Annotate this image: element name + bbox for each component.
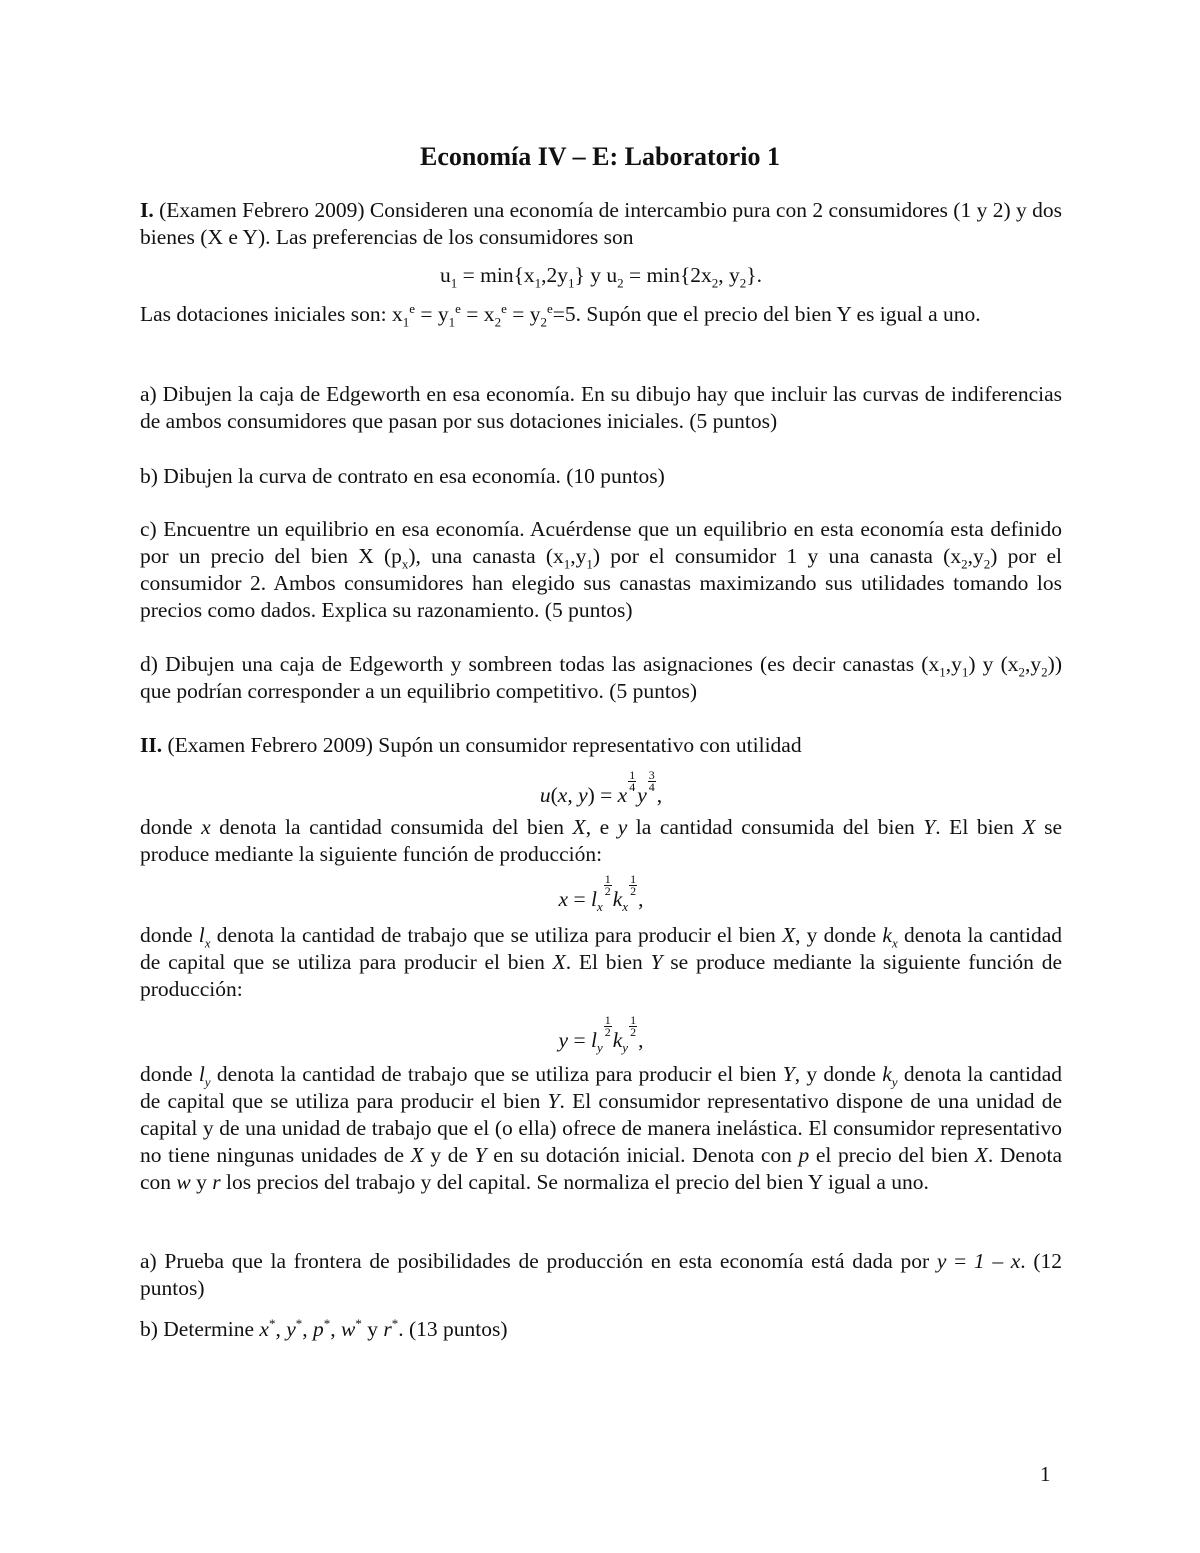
q1-part-b xyxy=(140,463,1062,490)
q2-production-x-formula: $x = l_x$ $\frac{1}{2}$ $k_x$ $\frac{1}{2}$ , xyxy=(558,872,644,915)
q2-number: II. xyxy=(140,733,163,757)
q1-part-c: c) Encuentre un equilibrio en esa economía. Acuérdense que un equilibrio en esta economía esta definido por un precio del bien X $(p_x)$, una canasta $(x_1,y_1)$ por el consumidor 1 y una canasta $(x_2,y_2)$ por el consumidor 2. Ambos consumidores han elegido sus canastas maximizando sus utilidades tomando los precios como dados. Explica su razonamiento. (5 puntos) xyxy=(140,517,1062,622)
q2-paragraph-utility: donde x denota la cantidad consumida del bien X, e y la cantidad consumida del bien Y. El bien X se produce mediante la siguiente función de producción: xyxy=(140,815,1063,866)
q2-part-a: a) Prueba que la frontera de posibilidades de producción en esta economía está dada por y = 1 – x. (12 puntos) xyxy=(140,1249,1063,1300)
q2-utility-formula: u(x, y) = x $\frac{1}{4}$ y $\frac{3}{4}$ , xyxy=(539,768,663,807)
q1-part-d: d) Dibujen una caja de Edgeworth y sombreen todas las asignaciones (es decir canastas $(x_1,y_1)$ y $(x_2,y_2)$) que podrían corresponder a un equilibrio competitivo. (5 puntos) xyxy=(140,652,1062,703)
q1-part-a xyxy=(140,381,1062,435)
q2-paragraph-x: donde $l_x$ denota la cantidad de trabajo que se utiliza para producir el bien X, y donde $k_x$ denota la cantidad de capital que se utiliza para producir el bien X. El bien Y se produce mediante la siguiente función de producción: xyxy=(140,923,1063,1001)
q1-preferences: $u_1 = \min\{x_1,2y_1\}$ y $u_2 = \min\{2x_2$, $y_2$}. xyxy=(440,263,762,291)
q1-intro-text: (Examen Febrero 2009) Consideren una economía de intercambio pura con 2 consumidores (1 y 2) y dos bienes (X e Y). Las preferencias de los consumidores son xyxy=(140,198,1063,249)
q1-endowments: Las dotaciones iniciales son: $x_1^e = y_1^e = x_2^e = y_2^e=5$. Supón que el precio del bien Y es igual a uno. xyxy=(140,300,981,330)
q2-part-b: b) Determine x*, y*, p*, w* y r*. (13 puntos) xyxy=(140,1315,508,1341)
q2-paragraph-y: donde $l_y$ denota la cantidad de trabajo que se utiliza para producir el bien Y, y donde $k_y$ denota la cantidad de capital que se utiliza para producir el bien Y. El consumidor representativo dispone de una unidad de capital y de una unidad de trabajo que el (o ella) ofrece de manera inelástica. El consumidor representativo no tiene ningunas unidades de X y de Y en su dotación inicial. Denota con p el precio del bien X. Denota con w y r los precios del trabajo y del capital. Se normaliza el precio del bien Y igual a uno. xyxy=(140,1062,1063,1194)
q1-b-text: Dibujen la curva de contrato en esa economía. (10 puntos) xyxy=(163,464,665,488)
q1-number: I. xyxy=(140,198,154,222)
q2-production-y-formula: $y = l_y$ $\frac{1}{2}$ $k_y$ $\frac{1}{2}$ , xyxy=(558,1013,644,1056)
page-title: Economía IV – E: Laboratorio 1 xyxy=(420,142,780,171)
q1-b-label: b) xyxy=(140,464,158,488)
q1-a-label: a) xyxy=(140,382,157,406)
q1-intro xyxy=(140,197,1062,251)
q2-intro xyxy=(140,732,1062,759)
q2-intro-text: (Examen Febrero 2009) Supón un consumidor representativo con utilidad xyxy=(167,733,802,757)
page-number: 1 xyxy=(1040,1462,1051,1486)
q1-a-text: Dibujen la caja de Edgeworth en esa economía. En su dibujo hay que incluir las curvas de indiferencias de ambos consumidores que pasan por sus dotaciones iniciales. (5 puntos) xyxy=(140,382,1062,433)
